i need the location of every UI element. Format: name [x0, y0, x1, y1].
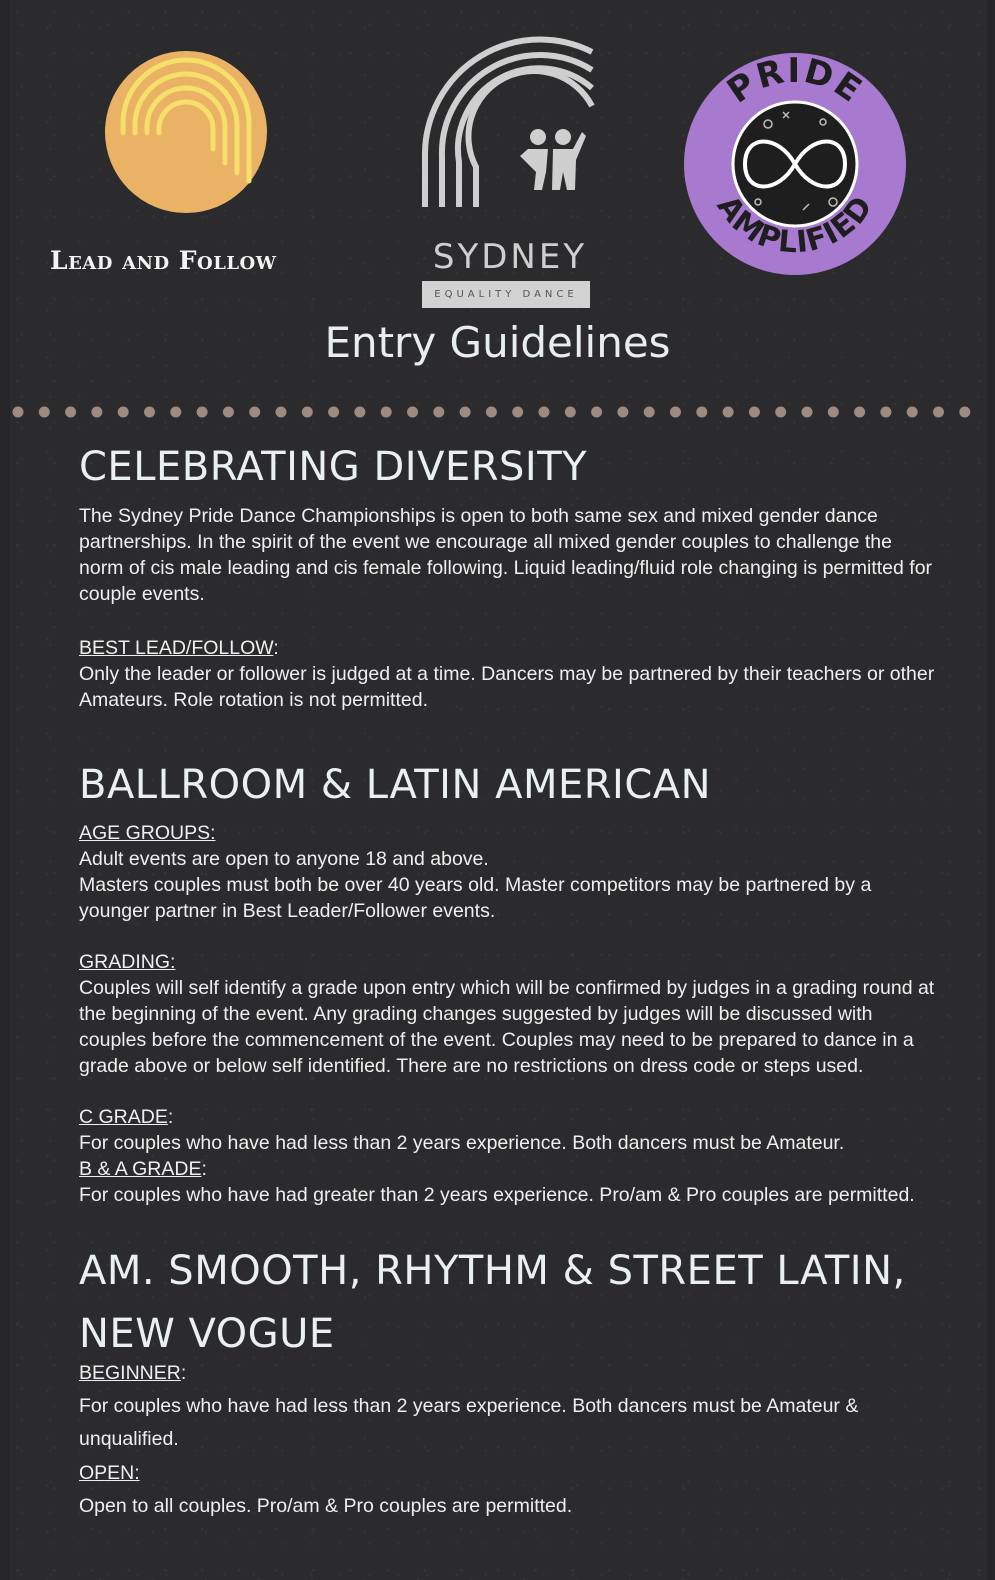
- divider-dot: [696, 407, 707, 418]
- arch-icon: [105, 51, 267, 213]
- age-groups-line-1: Adult events are open to anyone 18 and above.: [79, 848, 489, 870]
- divider-dot: [223, 407, 234, 418]
- dancers-icon: [520, 129, 586, 190]
- divider-dot: [170, 407, 181, 418]
- divider-dot: [407, 407, 418, 418]
- pride-text: PRIDE: [720, 52, 871, 112]
- grading-label: GRADING:: [79, 951, 176, 973]
- right-border: [987, 0, 995, 1580]
- open-body: Open to all couples. Pro/am & Pro couples are permitted.: [79, 1495, 573, 1517]
- divider-dot: [486, 407, 497, 418]
- section-heading-ballroom: BALLROOM & LATIN AMERICAN: [79, 762, 712, 808]
- divider-dot: [723, 407, 734, 418]
- divider-dot: [302, 407, 313, 418]
- divider-dot: [433, 407, 444, 418]
- section-heading-diversity: CELEBRATING DIVERSITY: [79, 444, 588, 490]
- age-groups-line-2: Masters couples must both be over 40 years old. Master competitors may be partnered by a younger partner in Best Leader/Follower events.: [79, 874, 872, 922]
- divider-dot: [65, 407, 76, 418]
- divider-dot: [749, 407, 760, 418]
- divider-dot: [670, 407, 681, 418]
- pride-amplified-logo: [683, 52, 907, 276]
- ba-grade-label: B & A GRADE:: [79, 1158, 207, 1180]
- divider-dot: [644, 407, 655, 418]
- left-border: [0, 0, 10, 1580]
- divider-dot: [354, 407, 365, 418]
- divider-dot: [828, 407, 839, 418]
- equality-dance-bar: EQUALITY DANCE: [422, 281, 590, 308]
- divider-dot: [512, 407, 523, 418]
- divider-dot: [591, 407, 602, 418]
- divider-dot: [802, 407, 813, 418]
- divider-dot: [118, 407, 129, 418]
- section-heading-smooth: AM. SMOOTH, RHYTHM & STREET LATIN, NEW VOGUE: [79, 1248, 906, 1357]
- divider-dot: [144, 407, 155, 418]
- sydney-wordmark: SYDNEY: [432, 237, 588, 277]
- rainbow-arcs-icon: [420, 32, 600, 237]
- divider-dot: [617, 407, 628, 418]
- best-lead-follow-label: BEST LEAD/FOLLOW:: [79, 637, 279, 659]
- lead-and-follow-logo: [50, 48, 350, 288]
- divider-dot: [460, 407, 471, 418]
- divider-dot: [249, 407, 260, 418]
- divider-dot: [539, 407, 550, 418]
- divider-dot: [197, 407, 208, 418]
- divider-dot: [880, 407, 891, 418]
- c-grade-body: For couples who have had less than 2 years experience. Both dancers must be Amateur.: [79, 1132, 845, 1154]
- c-grade-label: C GRADE:: [79, 1106, 174, 1128]
- divider-dot: [959, 407, 970, 418]
- lead-and-follow-wordmark: Lead and Follow: [50, 246, 277, 275]
- divider-dot: [276, 407, 287, 418]
- divider-dot: [933, 407, 944, 418]
- beginner-label: BEGINNER:: [79, 1362, 187, 1384]
- divider-dot: [328, 407, 339, 418]
- divider-dot: [381, 407, 392, 418]
- beginner-body: For couples who have had less than 2 years experience. Both dancers must be Amateur & unqualified.: [79, 1395, 859, 1450]
- diversity-body: The Sydney Pride Dance Championships is open to both same sex and mixed gender dance partnerships. In the spirit of the event we encourage all mixed gender couples to challenge the norm of cis male leading and cis female following. Liquid leading/fluid role changing is permitted for couple events.: [79, 505, 933, 605]
- page-title: Entry Guidelines: [324, 318, 671, 367]
- divider-dot: [907, 407, 918, 418]
- ba-grade-body: For couples who have had greater than 2 years experience. Pro/am & Pro couples are permitted.: [79, 1184, 915, 1206]
- amplified-text: AMPLIFIED: [709, 189, 881, 261]
- divider-dot: [39, 407, 50, 418]
- divider-dot: [854, 407, 865, 418]
- divider-dot: [91, 407, 102, 418]
- sydney-equality-dance-logo: [420, 32, 600, 300]
- open-label: OPEN:: [79, 1462, 140, 1484]
- best-lead-follow-body: Only the leader or follower is judged at a time. Dancers may be partnered by their teachers or other Amateurs. Role rotation is not permitted.: [79, 663, 935, 711]
- divider-dot: [565, 407, 576, 418]
- dotted-divider: [12, 404, 987, 420]
- divider-dot: [775, 407, 786, 418]
- divider-dot: [13, 407, 24, 418]
- age-groups-label: AGE GROUPS:: [79, 822, 216, 844]
- grading-body: Couples will self identify a grade upon entry which will be confirmed by judges in a grading round at the beginning of the event. Any grading changes suggested by judges will be discussed with couples before the commencement of the event. Couples may need to be prepared to dance in a grade above or below self identified. There are no restrictions on dress code or steps used.: [79, 977, 935, 1077]
